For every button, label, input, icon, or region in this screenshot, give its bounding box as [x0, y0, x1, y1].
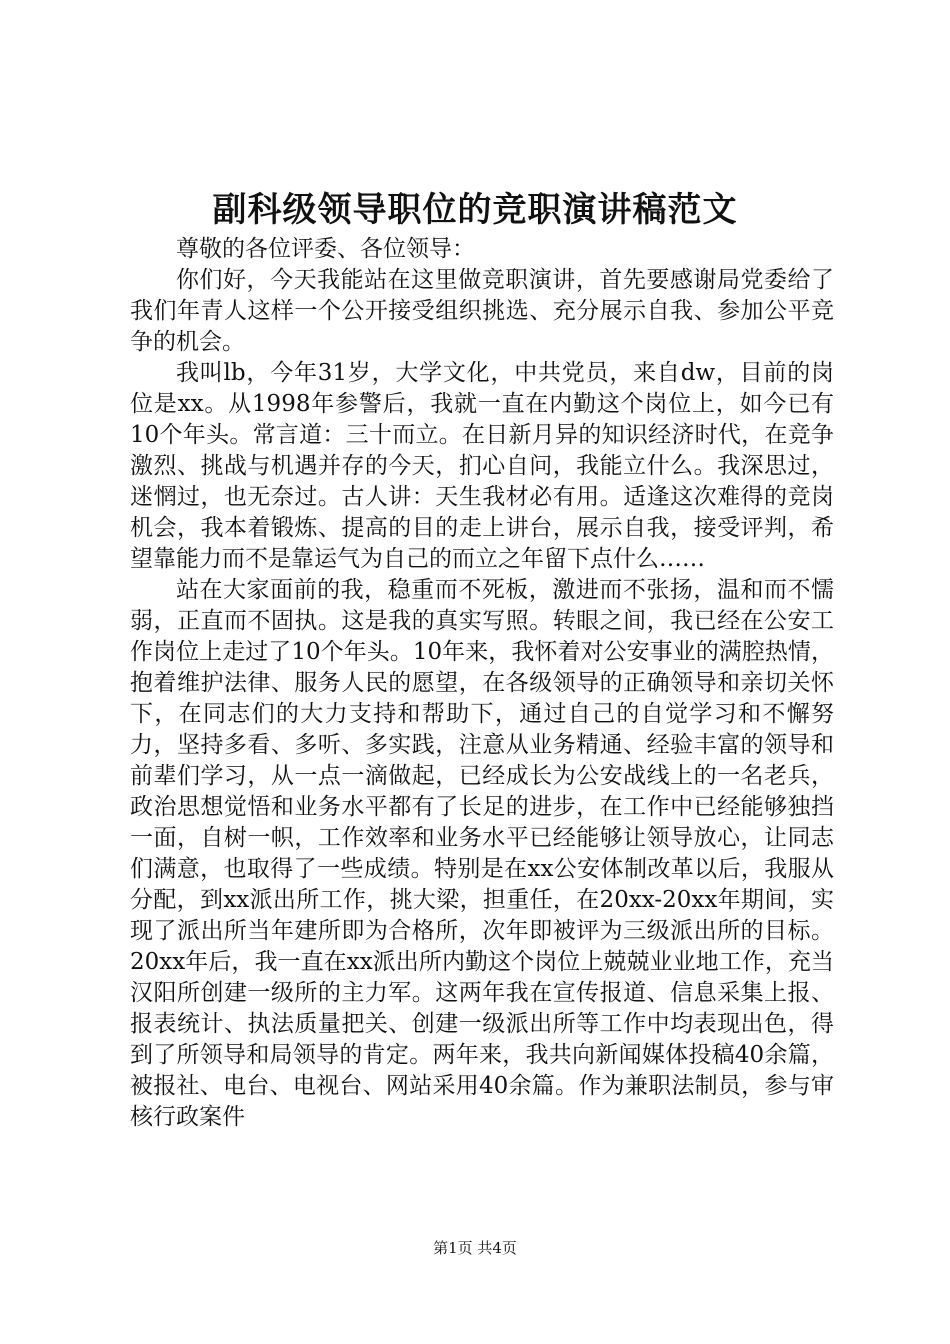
document-title: 副科级领导职位的竞职演讲稿范文: [212, 190, 738, 230]
paragraph-experience: 站在大家面前的我，稳重而不死板，激进而不张扬，温和而不懦弱，正直而不固执。这是我的真实写照。转眼之间，我已经在公安工作岗位上走过了10个年头。10年来，我怀着对公安事业的满腔热情，抱着维护法律、服务人民的愿望，在各级领导的正确领导和亲切关怀下，在同志们的大力支持和帮助下，通过自己的自觉学习和不懈努力，坚持多看、多听、多实践，注意从业务精通、经验丰富的领导和前辈们学习，从一点一滴做起，已经成长为公安战线上的一名老兵，政治思想觉悟和业务水平都有了长足的进步，在工作中已经能够独挡一面，自树一帜，工作效率和业务水平已经能够让领导放心，让同志们满意，也取得了一些成绩。特别是在xx公安体制改革以后，我服从分配，到xx派出所工作，挑大梁，担重任，在20xx-20xx年期间，实现了派出所当年建所即为合格所，次年即被评为三级派出所的目标。20xx年后，我一直在xx派出所内勤这个岗位上兢兢业业地工作，充当汉阳所创建一级所的主力军。这两年我在宣传报道、信息采集上报、报表统计、执法质量把关、创建一级派出所等工作中均表现出色，得到了所领导和局领导的肯定。两年来，我共向新闻媒体投稿40余篇，被报社、电台、电视台、网站采用40余篇。作为兼职法制员，参与审核行政案件: [130, 577, 834, 1130]
paragraph-greeting: 你们好，今天我能站在这里做竞职演讲，首先要感谢局党委给了我们年青人这样一个公开接受组织挑选、充分展示自我、参加公平竞争的机会。: [130, 267, 834, 355]
document-body: [130, 234, 834, 1133]
paragraph-introduction: 我叫lb，今年31岁，大学文化，中共党员，来自dw，目前的岗位是xx。从1998年参警后，我就一直在内勤这个岗位上，如今已有10个年头。常言道：三十而立。在日新月异的知识经济时代，在竞争激烈、挑战与机遇并存的今天，扪心自问，我能立什么。我深思过，迷惘过，也无奈过。古人讲：天生我材必有用。适逢这次难得的竞岗机会，我本着锻炼、提高的目的走上讲台，展示自我，接受评判，希望靠能力而不是靠运气为自己的而立之年留下点什么……: [130, 360, 834, 572]
salutation: 尊敬的各位评委、各位领导：: [176, 236, 475, 262]
page-footer: 第1页 共4页: [433, 1239, 517, 1257]
